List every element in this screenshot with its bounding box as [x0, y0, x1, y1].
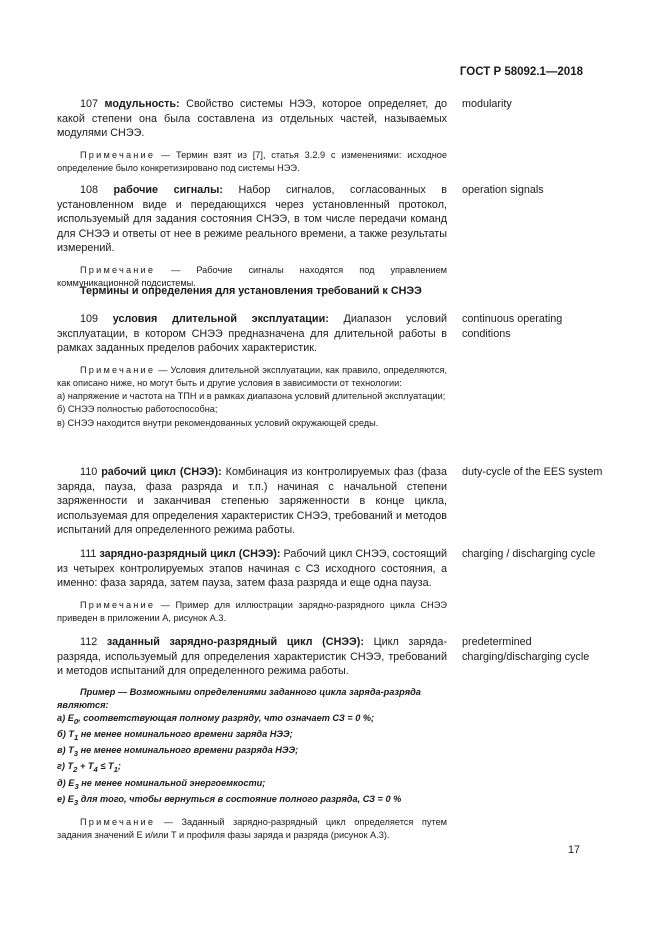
- note-label: Примечание: [80, 364, 156, 375]
- example-item: б) $T_1$ не менее номинального времени заряда НЭЭ;: [57, 729, 293, 743]
- example-item: е) $E_3$ для того, чтобы вернуться в состояние полного разряда, СЗ = 0 %: [57, 793, 402, 807]
- note: Примечание — Заданный зарядно-разрядный цикл определяется путем задания значений E и/или T и профиля фазы заряда и разряда (рисунок А.3).: [57, 816, 448, 841]
- example-item: а) $E_0$, соответствующая полному разряду, что означает СЗ = 0 %;: [57, 713, 375, 726]
- note-item: а) напряжение и частота на ТПН и в рамках диапазона условий длительной эксплуатации;: [57, 391, 446, 402]
- definition: 112 заданный зарядно-разрядный цикл (СНЭЭ): Цикл заряда-разряда, используемый для определения характеристик СНЭЭ, требований и методов испытаний для определенного режима работы.: [57, 636, 448, 677]
- term: заданный зарядно-разрядный цикл (СНЭЭ):: [106, 636, 364, 648]
- english-term-108: operation signals: [462, 184, 544, 196]
- entry-109: [57, 312, 447, 430]
- note-label: Примечание: [80, 149, 156, 160]
- entry-108: [57, 183, 447, 290]
- term: рабочие сигналы:: [113, 184, 223, 196]
- section-title: Термины и определения для установления требований к СНЭЭ: [80, 285, 422, 297]
- document-id: ГОСТ Р 58092.1—2018: [459, 66, 583, 78]
- entry-111: [57, 547, 447, 625]
- english-term-110: duty-cycle of the EES system: [462, 466, 603, 478]
- entry-112: [57, 635, 447, 842]
- definition: 108 рабочие сигналы: Набор сигналов, согласованных в установленном виде и передающихся через установленный протокол, используемый для задания состояния СНЭЭ, в том числе передачи команд для СНЭЭ и ответы от нее в режиме реального времени, а также результаты измерений.: [57, 184, 447, 254]
- example-item: д) $E_3$ не менее номинальной энергоемкости;: [57, 777, 266, 791]
- entry-110: [57, 465, 447, 538]
- example-item: г) $T_2 + T_4 \le T_1$;: [57, 761, 121, 775]
- english-term-109: continuous operating conditions: [462, 313, 563, 340]
- term: модульность:: [104, 98, 180, 110]
- english-term-111: charging / discharging cycle: [462, 548, 596, 560]
- note-item: в) СНЭЭ находится внутри рекомендованных условий окружающей среды.: [57, 417, 379, 428]
- entry-107: [57, 97, 447, 175]
- note: Примечание — Термин взят из [7], статья 3.2.9 с изменениями: исходное определение было конкретизировано под системы НЭЭ.: [57, 149, 448, 173]
- english-term-112: predetermined charging/discharging cycle: [462, 636, 590, 663]
- note-label: Примечание: [80, 816, 156, 827]
- term: условия длительной эксплуатации:: [112, 313, 329, 325]
- definition: 107 модульность: Свойство системы НЭЭ, которое определяет, до какой степени она была составлена из отдельных частей, называемых модулями СНЭЭ.: [57, 98, 448, 139]
- definition: 111 зарядно-разрядный цикл (СНЭЭ): Рабочий цикл СНЭЭ, состоящий из четырех контролируемых этапов начиная с СЗ исходного состояния, а именно: фаза заряда, затем пауза, затем фаза разряда и еще одна пауза.: [57, 548, 448, 589]
- definition: 109 условия длительной эксплуатации: Диапазон условий эксплуатации, в котором СНЭЭ предназначена для длительной работы в рамках заданных пределов рабочих характеристик.: [57, 313, 448, 354]
- note: Примечание — Пример для иллюстрации зарядно-разрядного цикла СНЭЭ приведен в приложении А, рисунок А.3.: [57, 599, 447, 623]
- example-item: в) $T_3$ не менее номинального времени разряда НЭЭ;: [57, 745, 299, 759]
- term: зарядно-разрядный цикл (СНЭЭ):: [99, 548, 281, 560]
- note-label: Примечание: [80, 599, 156, 610]
- note-label: Примечание: [80, 264, 156, 275]
- page-number: 17: [567, 844, 580, 856]
- english-term-107: modularity: [462, 98, 512, 110]
- note: Примечание — Рабочие сигналы находятся под управлением коммуникационной подсистемы.: [57, 264, 448, 288]
- example-intro: Пример — Возможными определениями заданного цикла заряда-разряда являются:: [57, 686, 421, 710]
- note-item: б) СНЭЭ полностью работоспособна;: [57, 404, 218, 415]
- term: рабочий цикл (СНЭЭ):: [101, 466, 222, 478]
- definition: 110 рабочий цикл (СНЭЭ): Комбинация из контролируемых фаз (фаза заряда, пауза, фаза разряда и т.п.) начиная с начальной степени заряженности и заканчивая степенью заряженности в конце цикла, используемая для определения характеристик СНЭЭ, требований и методов испытаний для определенного режима работы.: [57, 466, 447, 536]
- note: Примечание — Условия длительной эксплуатации, как правило, определяются, как описано ниже, но могут быть и другие условия в зависимости от технологии:: [57, 364, 448, 388]
